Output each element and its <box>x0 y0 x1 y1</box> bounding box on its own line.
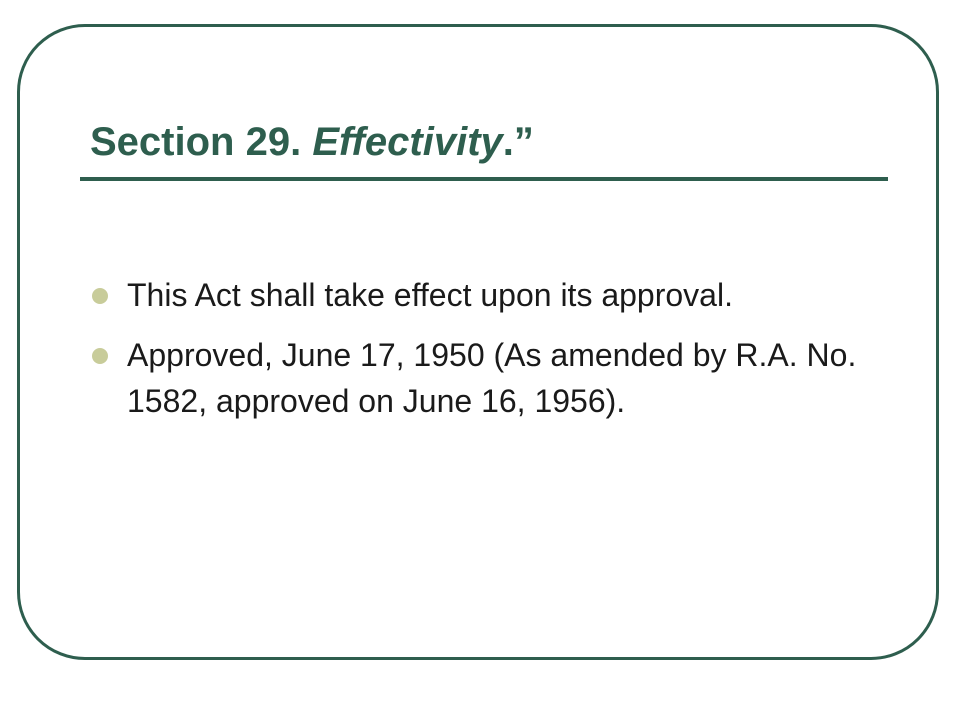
bullet-text: This Act shall take effect upon its approval. <box>127 277 733 313</box>
bullet-item <box>90 332 880 424</box>
title-suffix: .” <box>502 120 534 164</box>
slide-title <box>90 120 534 165</box>
title-italic: Effectivity <box>312 120 503 164</box>
bullet-item <box>90 272 880 318</box>
bullet-list <box>90 272 880 438</box>
bullet-dot-icon <box>92 288 108 304</box>
bullet-text: Approved, June 17, 1950 (As amended by R.A. No. 1582, approved on June 16, 1956). <box>127 337 857 419</box>
title-prefix: Section 29. <box>90 120 313 164</box>
title-underline <box>80 177 888 181</box>
bullet-dot-icon <box>92 348 108 364</box>
